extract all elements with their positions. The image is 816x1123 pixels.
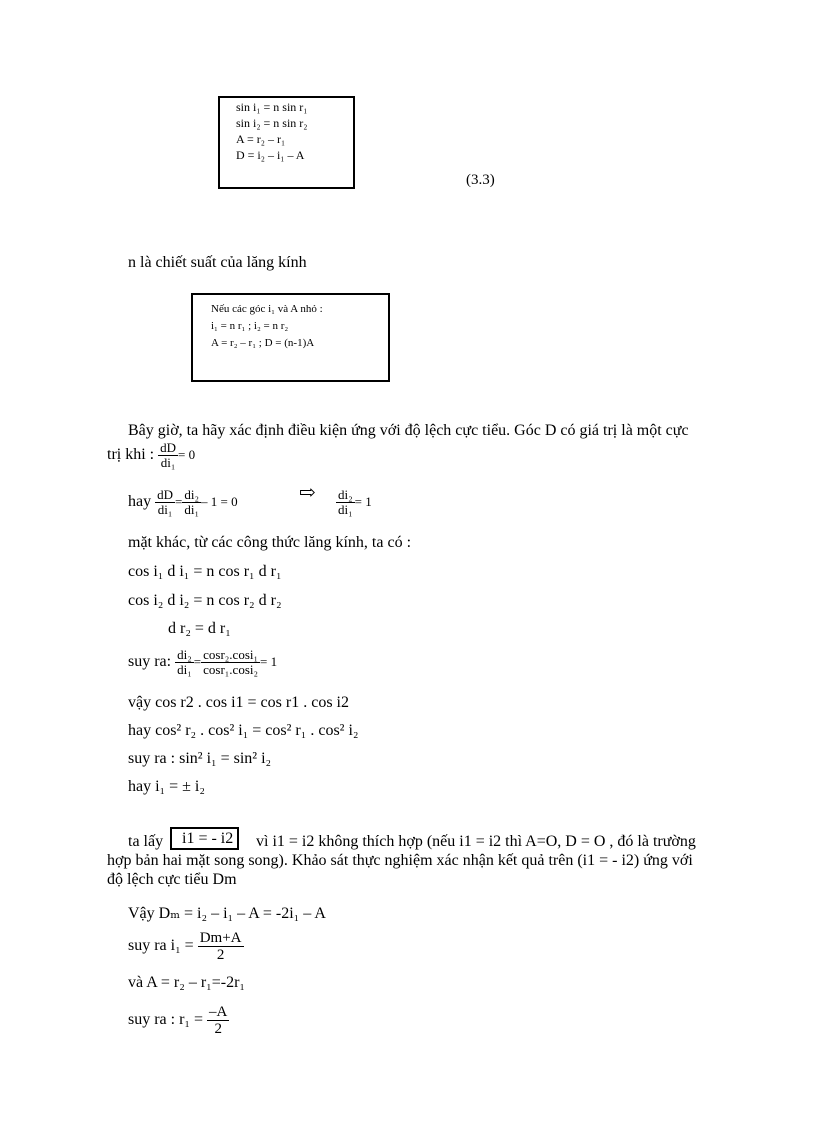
frac-den: di₁: [338, 502, 353, 517]
hay-cos2-line: hay cos² r₂ . cos² i₁ = cos² r₁ . cos² i₂: [128, 722, 359, 739]
hay-prefix: hay: [128, 493, 152, 511]
para1-rhs: = 0: [178, 447, 196, 463]
box1-line-4: D = i₂ – i₁ – A: [236, 148, 305, 162]
va-A-line: và A = r₂ – r₁=-2r₁: [128, 974, 245, 991]
one: = 1: [354, 494, 372, 510]
formula-box-2: [191, 293, 390, 382]
frac-den: di₁: [177, 662, 192, 677]
equals: =: [175, 494, 183, 510]
para2-line-2: hợp bản hai mặt song song). Khảo sát thực nghiệm xác nhận kết quả trên (i1 = - i2) ứng với: [107, 852, 693, 869]
equation-number: (3.3): [466, 172, 495, 188]
suy-ra-sin-line: suy ra : sin² i₁ = sin² i₂: [128, 750, 272, 767]
frac-den: cosr₁.cosi₂: [203, 662, 259, 677]
fraction-dD-di1: [158, 441, 178, 470]
box2-line-2: i₁ = n r₁ ; i₂ = n r₂: [211, 320, 289, 332]
frac-num: di₂: [184, 487, 199, 502]
box1-line-1: sin i₁ = n sin r₁: [236, 100, 308, 114]
equals: =: [193, 654, 202, 670]
boxed-i1-minus-i2: i1 = - i2: [170, 827, 239, 850]
fraction-di2-di1-d: [175, 648, 194, 677]
frac-num: di₂: [177, 647, 192, 662]
frac-num: dD: [157, 487, 173, 502]
frac-num: Dm+A: [199, 930, 242, 946]
cos-i1-line: cos i₁ d i₁ = n cos r₁ d r₁: [128, 563, 282, 580]
frac-den: 2: [216, 947, 225, 963]
cos-i2-line: cos i₂ d i₂ = n cos r₂ d r₂: [128, 592, 282, 609]
fraction-dm-a: [198, 930, 244, 963]
para1-prefix: trị khi :: [107, 446, 155, 464]
fraction-di2-di1-c: [336, 488, 355, 517]
frac-den: di₁: [160, 455, 176, 470]
vay-dm-line: Vậy Dₘ = i₂ – i₁ – A = -2i₁ – A: [128, 905, 326, 922]
suyra-prefix: suy ra:: [128, 653, 172, 671]
para2-line-3: độ lệch cực tiểu Dm: [107, 871, 237, 888]
box1-line-3: A = r₂ – r₁: [236, 132, 286, 146]
vay-cos-line: vậy cos r2 . cos i1 = cos r1 . cos i2: [128, 694, 349, 711]
frac-num: –A: [209, 1004, 228, 1020]
frac-num: dD: [160, 440, 176, 455]
box1-line-2: sin i₂ = n sin r₂: [236, 116, 308, 130]
box2-line-1: Nếu các góc i₁ và A nhỏ :: [211, 303, 323, 315]
frac-num: di₂: [338, 487, 353, 502]
fraction-minus-a: [207, 1004, 229, 1037]
implies-arrow-icon: ⇨: [299, 482, 316, 504]
para2-line-1: vì i1 = i2 không thích hợp (nếu i1 = i2 thì A=O, D = O , đó là trường: [256, 833, 696, 850]
ta-lay-label: ta lấy: [128, 833, 164, 850]
frac-den: di₁: [157, 502, 173, 517]
suy-ra-i1-line: [128, 930, 244, 963]
formula-box-1: [218, 96, 355, 189]
dr-line: d r₂ = d r₁: [168, 620, 231, 637]
frac-den: di₁: [184, 502, 199, 517]
suyra-r1-prefix: suy ra : r₁ =: [128, 1011, 204, 1029]
suyra-tail: = 1: [260, 654, 278, 670]
n-definition: n là chiết suất của lăng kính: [128, 254, 307, 271]
fraction-cos: [201, 648, 260, 677]
suy-ra-fraction-line: [128, 648, 277, 677]
hay-pm-line: hay i₁ = ± i₂: [128, 778, 205, 795]
fraction-dD-di1-b: [155, 488, 175, 517]
frac-num: cosr₂.cosi₁: [203, 647, 259, 662]
hay-tail: – 1 = 0: [201, 494, 238, 510]
mat-khac-line: mặt khác, từ các công thức lăng kính, ta có :: [128, 534, 412, 551]
suy-ra-r1-line: [128, 1004, 229, 1037]
frac-den: 2: [214, 1021, 222, 1037]
di2-di1-equals-one: [336, 488, 372, 517]
suyra-i1-prefix: suy ra i₁ =: [128, 937, 194, 955]
fraction-di2-di1: [182, 488, 201, 517]
box2-line-3: A = r₂ – r₁ ; D = (n-1)A: [211, 337, 315, 349]
para1-line-1: Bây giờ, ta hãy xác định điều kiện ứng với độ lệch cực tiểu. Góc D có giá trị là một cực: [128, 422, 689, 439]
para1-line-2: [107, 441, 195, 470]
hay-derivative-line: [128, 488, 238, 517]
